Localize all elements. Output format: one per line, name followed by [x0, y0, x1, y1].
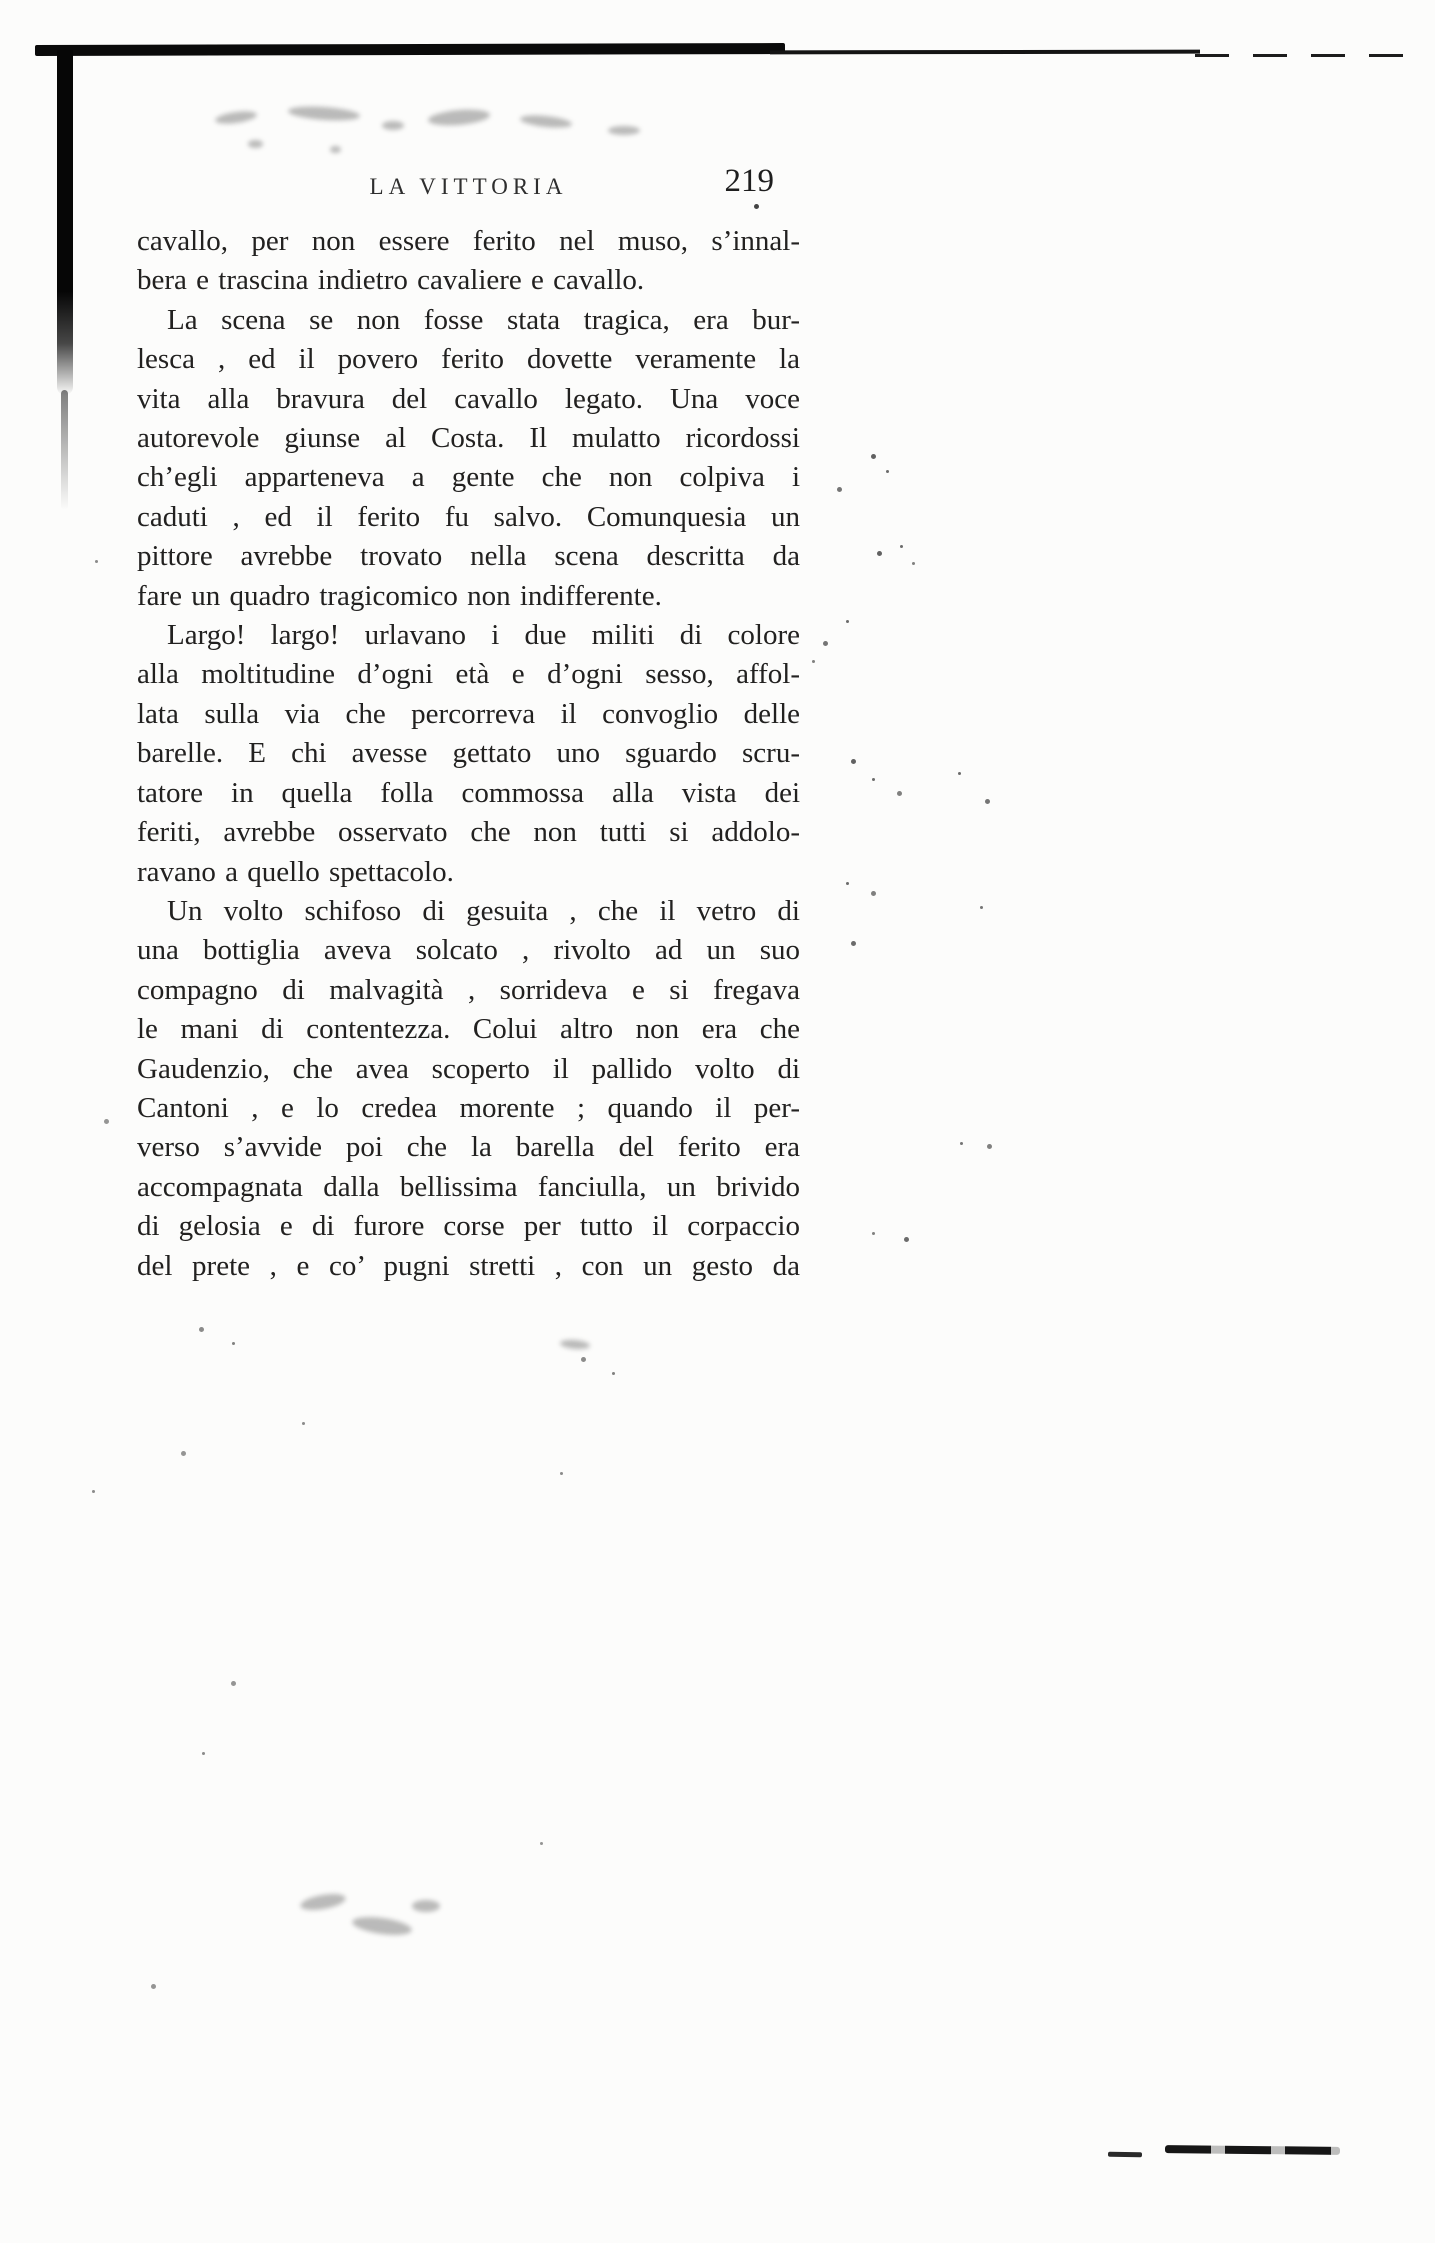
- page-header: [137, 163, 800, 215]
- running-title: LA VITTORIA: [369, 174, 568, 199]
- scan-artifact-top-dashes: [1195, 54, 1425, 57]
- scan-smudge: [427, 107, 490, 127]
- text-line: Cantoni , e lo credea morente ; quando il per-: [137, 1091, 800, 1124]
- text-line: accompagnata dalla bellissima fanciulla, un brivido: [137, 1170, 800, 1203]
- scan-artifact-left-bar-tail: [61, 390, 68, 510]
- text-line: ch’egli apparteneva a gente che non colpiva i: [137, 461, 800, 494]
- text-line: una bottiglia aveva solcato , rivolto ad un suo: [137, 934, 800, 967]
- scan-smudge: [299, 1891, 347, 1913]
- text-line: alla moltitudine d’ogni età e d’ogni sesso, affol-: [137, 658, 800, 691]
- text-line: tatore in quella folla commossa alla vista dei: [137, 776, 800, 809]
- text-line: Un volto schifoso di gesuita , che il vetro di: [167, 894, 800, 927]
- text-line: feriti, avrebbe osservato che non tutti si addolo-: [137, 816, 800, 849]
- text-line: vita alla bravura del cavallo legato. Una voce: [137, 382, 800, 415]
- scan-smudge: [412, 1900, 440, 1912]
- scan-artifact-top-bar: [35, 43, 785, 56]
- scan-artifact-bottom-mark: [1165, 2145, 1340, 2155]
- text-line: fare un quadro tragicomico non indifferente.: [137, 579, 662, 612]
- text-line: La scena se non fosse stata tragica, era bur-: [167, 303, 800, 336]
- scan-smudge: [560, 1339, 591, 1351]
- text-line: bera e trascina indietro cavaliere e cavallo.: [137, 264, 645, 297]
- scan-smudge: [351, 1914, 413, 1938]
- text-line: ravano a quello spettacolo.: [137, 855, 454, 888]
- scan-speckles: [0, 0, 3, 3]
- text-line: verso s’avvide poi che la barella del ferito era: [137, 1131, 800, 1164]
- scan-smudge: [382, 121, 404, 130]
- scan-smudge: [214, 109, 257, 126]
- text-line: cavallo, per non essere ferito nel muso, s’innal-: [137, 225, 800, 257]
- text-line: di gelosia e di furore corse per tutto il corpaccio: [137, 1210, 800, 1243]
- page-number: 219: [724, 163, 774, 199]
- text-line: lesca , ed il povero ferito dovette veramente la: [137, 343, 800, 376]
- text-line: le mani di contentezza. Colui altro non era che: [137, 1013, 800, 1046]
- scan-smudge: [520, 113, 573, 129]
- scan-artifact-left-bar: [57, 50, 73, 395]
- scan-smudge: [288, 105, 361, 123]
- scan-artifact-bottom-mark-small: [1108, 2152, 1142, 2158]
- scan-artifact-top-line: [770, 50, 1200, 55]
- text-line: barelle. E chi avesse gettato uno sguardo scru-: [137, 737, 800, 770]
- text-lines: [137, 222, 800, 1286]
- text-line: autorevole giunse al Costa. Il mulatto ricordossi: [137, 422, 800, 455]
- text-line: del prete , e co’ pugni stretti , con un gesto da: [137, 1249, 800, 1282]
- text-line: compagno di malvagità , sorrideva e si fregava: [137, 973, 800, 1006]
- text-line: caduti , ed il ferito fu salvo. Comunquesia un: [137, 500, 800, 533]
- scan-smudge: [248, 140, 263, 148]
- text-line: lata sulla via che percorreva il convoglio delle: [137, 697, 800, 730]
- text-line: pittore avrebbe trovato nella scena descritta da: [137, 540, 800, 573]
- text-line: Gaudenzio, che avea scoperto il pallido volto di: [137, 1052, 800, 1085]
- text-line: Largo! largo! urlavano i due militi di colore: [167, 619, 800, 652]
- scan-smudge: [608, 126, 640, 135]
- scan-smudge: [330, 146, 341, 153]
